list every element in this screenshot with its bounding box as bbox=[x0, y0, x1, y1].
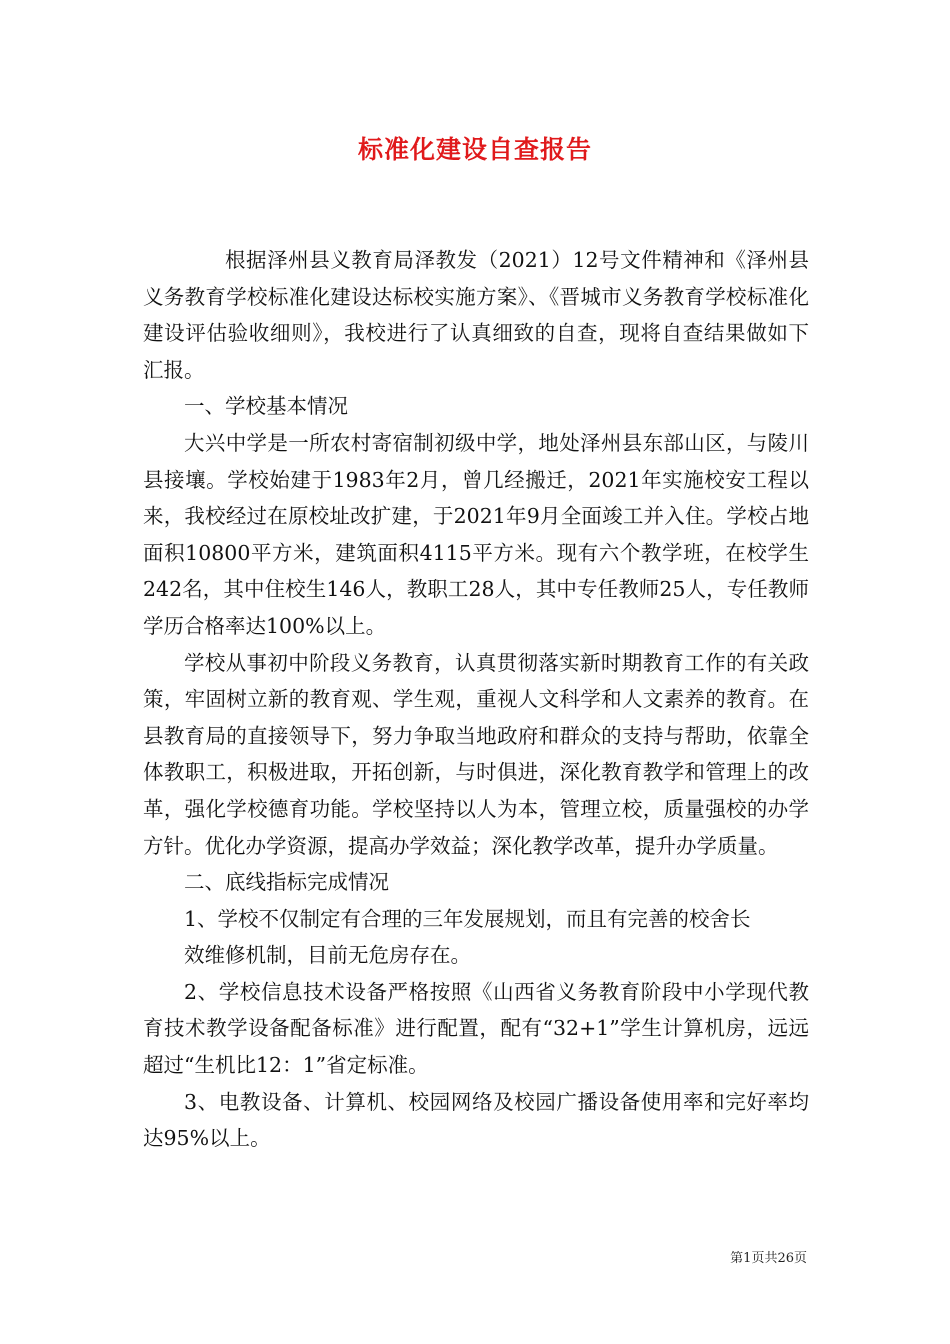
section-heading-baseline: 二、底线指标完成情况 bbox=[184, 870, 389, 895]
item-1-line-2: 效维修机制，目前无危房存在。 bbox=[184, 943, 471, 968]
policy-paragraph: 学校从事初中阶段义务教育，认真贯彻落实新时期教育工作的有关政策，牢固树立新的教育观、学生观，重视人文科学和人文素养的教育。在县教育局的直接领导下，努力争取当地政府和群众的支持与帮助，依靠全体教职工，积极进取，开拓创新，与时俱进，深化教育教学和管理上的改革，强化学校德育功能。学校坚持以人为本，管理立校，质量强校的办学方针。优化办学资源，提高办学效益；深化教学改革，提升办学质量。 bbox=[143, 650, 809, 858]
page-number bbox=[730, 1247, 807, 1266]
basic-info-paragraph: 大兴中学是一所农村寄宿制初级中学，地处泽州县东部山区，与陵川县接壤。学校始建于1983年2月，曾几经搬迁，2021年实施校安工程以来，我校经过在原校址改扩建，于2021年9月全面竣工并入住。学校占地面积10800平方米，建筑面积4115平方米。现有六个教学班，在校学生242名，其中住校生146人，教职工28人，其中专任教师25人，专任教师学历合格率达100%以上。 bbox=[143, 430, 809, 638]
item-3-paragraph: 3、电教设备、计算机、校园网络及校园广播设备使用率和完好率均达95%以上。 bbox=[143, 1089, 809, 1151]
item-1-line-1: 1、学校不仅制定有合理的三年发展规划，而且有完善的校舍长 bbox=[184, 906, 751, 931]
intro-paragraph: 根据泽州县义教育局泽教发（2021）12号文件精神和《泽州县义务教育学校标准化建设达标校实施方案》、《晋城市义务教育学校标准化建设评估验收细则》，我校进行了认真细致的自查，现将自查结果做如下汇报。 bbox=[143, 248, 809, 382]
item-2-paragraph: 2、学校信息技术设备严格按照《山西省义务教育阶段中小学现代教育技术教学设备配备标准》进行配置，配有“32+1”学生计算机房，远远超过“生机比12：1”省定标准。 bbox=[143, 979, 809, 1078]
document-body bbox=[143, 242, 809, 1157]
section-heading-basic-info: 一、学校基本情况 bbox=[184, 394, 348, 419]
page-number-label: 第1页共26页 bbox=[730, 1251, 807, 1266]
document-title: 标准化建设自查报告 bbox=[357, 135, 592, 164]
